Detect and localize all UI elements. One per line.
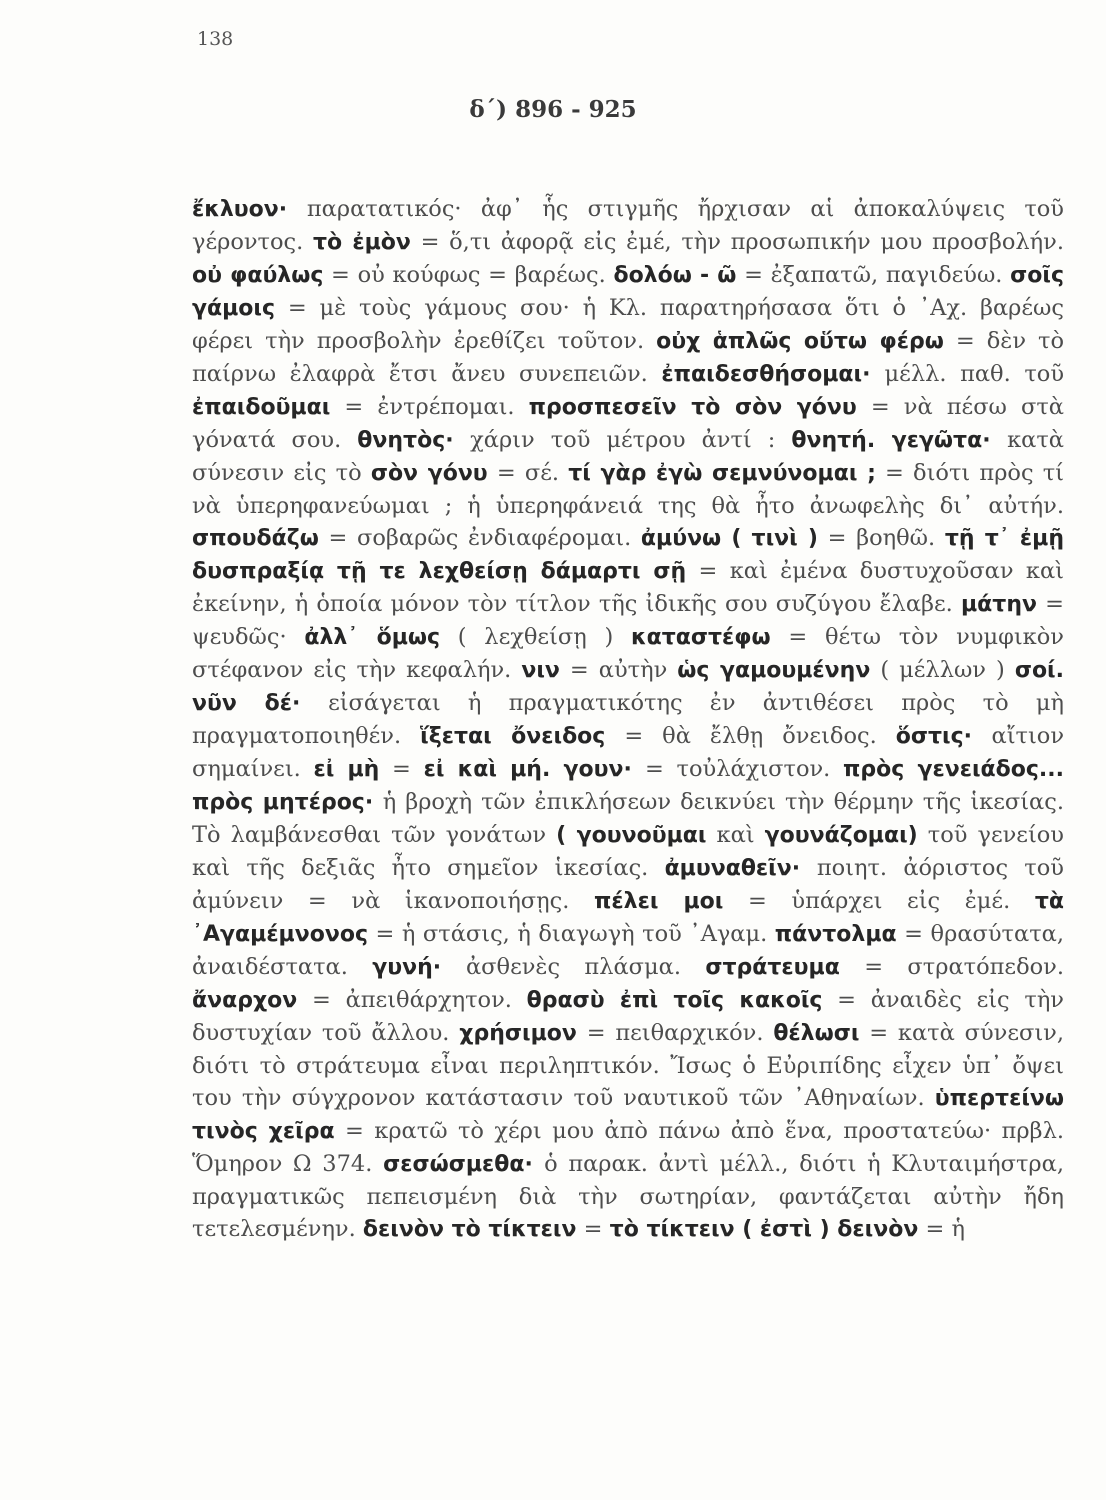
section-heading: δ΄) 896 - 925 bbox=[469, 96, 637, 123]
lemma-term: εἰ καὶ μή. γουν· bbox=[423, 757, 646, 782]
gloss-text: = σέ. bbox=[487, 460, 569, 486]
gloss-text: = οὐ κούφως = βαρέως. bbox=[323, 262, 614, 288]
lemma-term: ἐπαιδεσθήσομαι· bbox=[661, 362, 885, 387]
gloss-text: = ἀναιδὲς εἰς τὴν δυστυχίαν τοῦ ἄλλου. bbox=[192, 987, 1064, 1046]
gloss-text: = βοηθῶ. bbox=[817, 525, 945, 551]
lemma-term: πέλει μοι bbox=[594, 889, 724, 914]
gloss-text: = ὑπάρχει εἰς ἐμέ. bbox=[723, 888, 1035, 914]
lemma-term: θνητὸς· bbox=[357, 428, 471, 453]
gloss-text: = ἐξαπατῶ, παγιδεύω. bbox=[736, 262, 1011, 288]
gloss-text: ( λεχθείσῃ ) bbox=[440, 624, 631, 650]
gloss-text: = στρατόπεδον. bbox=[839, 954, 1064, 980]
gloss-text: = ἡ bbox=[918, 1216, 965, 1242]
lemma-term: ἄναρχον bbox=[192, 988, 298, 1013]
lemma-term: ( γουνοῦμαι bbox=[556, 823, 707, 848]
lemma-term: οὐ φαύλως bbox=[192, 263, 324, 288]
gloss-text: ( μέλλων ) bbox=[870, 657, 1015, 683]
gloss-text: χάριν τοῦ μέτρου ἀντί : bbox=[470, 427, 792, 453]
lemma-term: δεινὸν τὸ τίκτειν bbox=[362, 1217, 577, 1242]
lemma-term: σοί. νῦν δέ· bbox=[192, 658, 1064, 716]
lemma-term: σοῖς γάμοις bbox=[192, 263, 1064, 321]
commentary-paragraph bbox=[192, 193, 1064, 1246]
gloss-text: = νὰ πέσω στὰ γόνατά σου. bbox=[192, 394, 1064, 453]
gloss-text: = κρατῶ τὸ χέρι μου ἀπὸ πάνω ἀπὸ ἕνα, προστατεύω· πρβλ. Ὅμηρον Ω 374. bbox=[192, 1118, 1064, 1177]
gloss-text: = θρασύτατα, ἀναιδέστατα. bbox=[192, 921, 1064, 980]
gloss-text: = διότι πρὸς τί νὰ ὑπερηφανεύωμαι ; ἡ ὑπερηφάνειά της θὰ ἦτο ἀνωφελὴς δι᾽ αὐτήν. bbox=[192, 460, 1065, 519]
gloss-text: = δὲν τὸ παίρνω ἐλαφρὰ ἔτσι ἄνευ συνεπειῶν. bbox=[192, 328, 1064, 387]
lemma-term: δολόω - ῶ bbox=[613, 263, 737, 288]
gloss-text: = πειθαρχικόν. bbox=[576, 1020, 774, 1046]
lemma-term: ὑπερτείνω τινὸς χεῖρα bbox=[192, 1086, 1064, 1144]
lemma-term: εἰ μὴ bbox=[313, 757, 380, 782]
gloss-text: = bbox=[576, 1216, 610, 1242]
lemma-term: πρὸς γενειάδος... πρὸς μητέρος· bbox=[192, 757, 1065, 815]
gloss-text: εἰσάγεται ἡ πραγματικότης ἐν ἀντιθέσει πρὸς τὸ μὴ πραγματοποιηθέν. bbox=[192, 690, 1065, 749]
gloss-text: τοῦ γενείου καὶ τῆς δεξιᾶς ἦτο σημεῖον ἱκεσίας. bbox=[192, 822, 1064, 881]
lemma-term: ἀμύνω ( τινὶ ) bbox=[640, 526, 818, 551]
gloss-text: = μὲ τοὺς γάμους σου· ἡ Κλ. παρατηρήσασα ὅτι ὁ ᾽Αχ. βαρέως φέρει τὴν προσβολὴν ἐρεθίζει τοῦτον. bbox=[192, 295, 1064, 354]
lemma-term: καταστέφω bbox=[630, 625, 771, 650]
lemma-term: τὰ ᾽Αγαμέμνονος bbox=[192, 889, 1064, 947]
gloss-text: = bbox=[379, 756, 424, 782]
gloss-text: κατὰ σύνεσιν εἰς τὸ bbox=[192, 427, 1064, 486]
lemma-term: θνητή. γεγῶτα· bbox=[791, 428, 1008, 453]
gloss-text: ἀσθενὲς πλάσμα. bbox=[465, 954, 706, 980]
lemma-term: τὸ ἐμὸν bbox=[313, 230, 411, 255]
lemma-term: ὡς γαμουμένην bbox=[677, 658, 871, 683]
lemma-term: θέλωσι bbox=[773, 1021, 860, 1046]
gloss-text: ἡ βροχὴ τῶν ἐπικλήσεων δεικνύει τὴν θέρμην τῆς ἱκεσίας. Τὸ λαμβάνεσθαι τῶν γονάτων bbox=[192, 789, 1064, 848]
lemma-term: σπουδάζω bbox=[192, 526, 319, 551]
lemma-term: τῇ τ᾽ ἐμῇ δυσπραξίᾳ τῇ τε λεχθείσῃ δάμαρτι σῇ bbox=[192, 526, 1064, 584]
lemma-term: ἐπαιδοῦμαι bbox=[192, 395, 331, 420]
lemma-term: μάτην bbox=[960, 592, 1037, 617]
lemma-term: στράτευμα bbox=[705, 955, 840, 980]
commentary-text bbox=[192, 193, 1064, 1246]
lemma-term: ἀλλ᾽ ὅμως bbox=[304, 625, 441, 650]
gloss-text: = σοβαρῶς ἐνδιαφέρομαι. bbox=[318, 525, 641, 551]
lemma-term: χρήσιμον bbox=[459, 1021, 577, 1046]
gloss-text: = ὅ,τι ἀφορᾷ εἰς ἐμέ, τὴν προσωπικήν μου προσβολήν. bbox=[410, 229, 1064, 255]
gloss-text: = ψευδῶς· bbox=[192, 591, 1064, 650]
gloss-text: καὶ bbox=[706, 822, 765, 848]
lemma-term: ἔκλυον· bbox=[192, 197, 307, 222]
lemma-term: θρασὺ ἐπὶ τοῖς κακοῖς bbox=[526, 988, 823, 1013]
lemma-term: πάντολμα bbox=[774, 922, 897, 947]
gloss-text: = καὶ ἐμένα δυστυχοῦσαν καὶ ἐκείνην, ἡ ὁποία μόνον τὸν τίτλον τῆς ἰδικῆς σου συζύγου ἔλαβε. bbox=[192, 558, 1064, 617]
gloss-text: = κατὰ σύνεσιν, διότι τὸ στράτευμα εἶναι περιληπτικόν. Ἴσως ὁ Εὐριπίδης εἶχεν ὑπ᾽ ὄψει του τὴν σύγχρονον κατάστασιν τοῦ ναυτικοῦ τῶν ᾽Αθηναίων. bbox=[192, 1020, 1065, 1111]
lemma-term: νιν bbox=[521, 658, 560, 683]
lemma-term: γυνή· bbox=[372, 955, 466, 980]
page-number: 138 bbox=[197, 28, 234, 50]
gloss-text: = θέτω τὸν νυμφικὸν στέφανον εἰς τὴν κεφαλήν. bbox=[192, 624, 1064, 683]
lemma-term: ἵξεται ὄνειδος bbox=[420, 724, 606, 749]
gloss-text: μέλλ. παθ. τοῦ bbox=[884, 361, 1065, 387]
lemma-term: τὸ τίκτειν ( ἐστὶ ) δεινὸν bbox=[609, 1217, 919, 1242]
gloss-text: παρατατικός· ἀφ᾽ ἧς στιγμῆς ἤρχισαν αἱ ἀποκαλύψεις τοῦ γέροντος. bbox=[192, 196, 1064, 255]
lemma-term: σεσώσμεθα· bbox=[383, 1152, 545, 1177]
lemma-term: οὐχ ἁπλῶς οὕτω φέρω bbox=[656, 329, 944, 354]
gloss-text: αἴτιον σημαίνει. bbox=[192, 723, 1065, 782]
lemma-term: ὅστις· bbox=[895, 724, 992, 749]
lemma-term: σὸν γόνυ bbox=[370, 461, 488, 486]
gloss-text: = ἀπειθάρχητον. bbox=[297, 987, 527, 1013]
lemma-term: τί γὰρ ἐγὼ σεμνύνομαι ; bbox=[568, 461, 876, 486]
lemma-term: γουνάζομαι) bbox=[764, 823, 918, 848]
gloss-text: ὁ παρακ. ἀντὶ μέλλ., διότι ἡ Κλυταιμήστρα, πραγματικῶς πεπεισμένη διὰ τὴν σωτηρίαν, φαντάζεται αὐτὴν ἤδη τετελεσμένην. bbox=[192, 1151, 1065, 1242]
gloss-text: ποιητ. ἀόριστος τοῦ ἀμύνειν = νὰ ἱκανοποιήσῃς. bbox=[192, 855, 1064, 914]
gloss-text: = αὐτὴν bbox=[559, 657, 678, 683]
gloss-text: = θὰ ἔλθῃ ὄνειδος. bbox=[605, 723, 896, 749]
gloss-text: = τοὐλάχιστον. bbox=[645, 756, 844, 782]
lemma-term: ἀμυναθεῖν· bbox=[664, 856, 817, 881]
gloss-text: = ἡ στάσις, ἡ διαγωγὴ τοῦ ᾽Αγαμ. bbox=[368, 921, 775, 947]
lemma-term: προσπεσεῖν τὸ σὸν γόνυ bbox=[528, 395, 857, 420]
gloss-text: = ἐντρέπομαι. bbox=[330, 394, 529, 420]
